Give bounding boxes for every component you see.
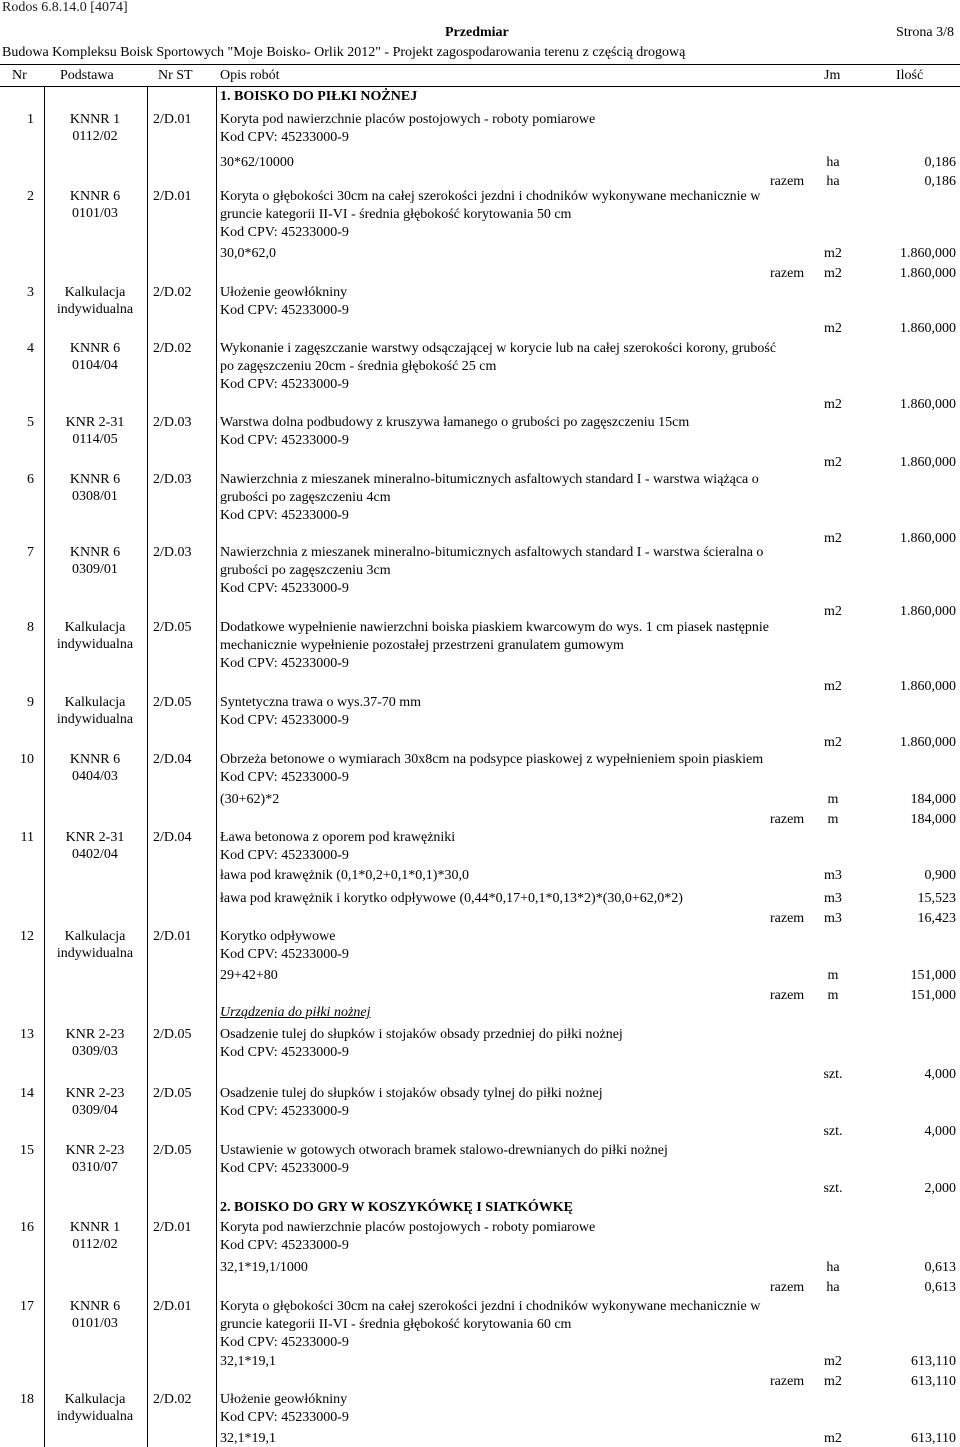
item-unit: m2 <box>824 455 842 470</box>
item-st-code: 2/D.05 <box>153 1027 192 1042</box>
calc-unit: ha <box>826 1260 840 1275</box>
item-cpv: Kod CPV: 45233000-9 <box>220 1161 349 1176</box>
item-quantity: 1.860,000 <box>900 321 956 336</box>
item-cpv: Kod CPV: 45233000-9 <box>220 1410 349 1425</box>
item-description: po zagęszczeniu 20cm - średnia głębokość 25 cm <box>220 359 497 374</box>
calc-quantity: 613,110 <box>911 1431 956 1446</box>
item-number: 4 <box>27 341 34 356</box>
item-basis: Kalkulacja <box>64 620 126 635</box>
item-number: 18 <box>20 1392 34 1407</box>
item-description: grubości po zagęszczeniu 4cm <box>220 490 391 505</box>
item-number: 7 <box>27 545 34 560</box>
item-description: Ława betonowa z oporem pod krawężniki <box>220 830 456 845</box>
item-unit: m2 <box>824 531 842 546</box>
item-description: gruncie kategorii II-VI - średnia głębokość korytowania 50 cm <box>220 207 572 222</box>
item-basis-code: indywidualna <box>56 302 134 317</box>
item-basis: KNR 2-23 <box>65 1143 125 1158</box>
calc-unit: m3 <box>824 868 842 883</box>
item-number: 3 <box>27 285 34 300</box>
item-st-code: 2/D.04 <box>153 830 192 845</box>
item-cpv: Kod CPV: 45233000-9 <box>220 713 349 728</box>
calc-unit: m <box>827 792 839 807</box>
item-basis-code: indywidualna <box>56 637 134 652</box>
item-number: 6 <box>27 472 34 487</box>
item-st-code: 2/D.03 <box>153 415 192 430</box>
item-st-code: 2/D.01 <box>153 112 192 127</box>
item-unit: m2 <box>824 321 842 336</box>
item-st-code: 2/D.01 <box>153 929 192 944</box>
calc-unit: m3 <box>824 891 842 906</box>
item-st-code: 2/D.05 <box>153 695 192 710</box>
item-basis-code: 0101/03 <box>72 206 118 221</box>
app-title: Rodos 6.8.14.0 [4074] <box>2 0 128 15</box>
calc-unit: m2 <box>824 246 842 261</box>
total-unit: ha <box>826 174 840 189</box>
total-label: razem <box>770 1374 805 1389</box>
item-quantity: 4,000 <box>924 1067 956 1082</box>
calc-quantity: 0,186 <box>924 155 956 170</box>
item-basis: Kalkulacja <box>64 695 126 710</box>
item-st-code: 2/D.05 <box>153 1086 192 1101</box>
calc-quantity: 151,000 <box>910 968 956 983</box>
item-cpv: Kod CPV: 45233000-9 <box>220 225 349 240</box>
header-description: Opis robót <box>220 68 280 83</box>
item-description: Koryta o głębokości 30cm na całej szerokości jezdni i chodników wykonywane mechanicznie w <box>220 1299 761 1314</box>
item-basis: KNR 2-31 <box>65 415 125 430</box>
item-st-code: 2/D.01 <box>153 189 192 204</box>
total-unit: m2 <box>824 266 842 281</box>
total-quantity: 151,000 <box>910 988 956 1003</box>
item-basis: KNR 2-31 <box>65 830 125 845</box>
total-label: razem <box>770 812 805 827</box>
item-quantity: 1.860,000 <box>900 679 956 694</box>
item-description: Ułożenie geowłókniny <box>220 1392 348 1407</box>
item-cpv: Kod CPV: 45233000-9 <box>220 581 349 596</box>
item-cpv: Kod CPV: 45233000-9 <box>220 1335 349 1350</box>
item-cpv: Kod CPV: 45233000-9 <box>220 1238 349 1253</box>
header-quantity: Ilość <box>896 68 924 83</box>
calc-unit: m2 <box>824 1354 842 1369</box>
item-quantity: 1.860,000 <box>900 455 956 470</box>
item-basis-code: 0309/01 <box>72 562 118 577</box>
item-basis-code: indywidualna <box>56 1409 134 1424</box>
section-heading: 1. BOISKO DO PIŁKI NOŻNEJ <box>220 89 418 104</box>
total-unit: m <box>827 988 839 1003</box>
total-unit: m3 <box>824 911 842 926</box>
item-cpv: Kod CPV: 45233000-9 <box>220 433 349 448</box>
item-number: 14 <box>20 1086 34 1101</box>
item-st-code: 2/D.02 <box>153 285 192 300</box>
item-cpv: Kod CPV: 45233000-9 <box>220 656 349 671</box>
total-quantity: 613,110 <box>911 1374 956 1389</box>
item-cpv: Kod CPV: 45233000-9 <box>220 770 349 785</box>
calc-quantity: 15,523 <box>917 891 956 906</box>
item-description: Osadzenie tulej do słupków i stojaków obsady przedniej do piłki nożnej <box>220 1027 623 1042</box>
item-cpv: Kod CPV: 45233000-9 <box>220 1045 349 1060</box>
item-basis: KNR 2-23 <box>65 1027 125 1042</box>
item-basis-code: 0112/02 <box>72 1237 118 1252</box>
total-quantity: 1.860,000 <box>900 266 956 281</box>
item-basis-code: 0104/04 <box>72 358 118 373</box>
item-description: Nawierzchnia z mieszanek mineralno-bitumicznych asfaltowych standard I - warstwa wiążąca o <box>220 472 759 487</box>
calc-formula: 29+42+80 <box>220 968 278 983</box>
item-cpv: Kod CPV: 45233000-9 <box>220 377 349 392</box>
item-unit: szt. <box>823 1181 843 1196</box>
column-rule <box>147 87 148 1447</box>
header-unit: Jm <box>824 68 841 83</box>
item-st-code: 2/D.01 <box>153 1220 192 1235</box>
item-description: Syntetyczna trawa o wys.37-70 mm <box>220 695 422 710</box>
item-description: Warstwa dolna podbudowy z kruszywa łamanego o grubości po zagęszczeniu 15cm <box>220 415 690 430</box>
header-bottom-rule <box>0 86 960 87</box>
item-number: 10 <box>20 752 34 767</box>
item-basis-code: 0309/03 <box>72 1044 118 1059</box>
item-number: 17 <box>20 1299 34 1314</box>
item-basis: KNNR 6 <box>69 752 121 767</box>
calc-quantity: 0,900 <box>924 868 956 883</box>
calc-formula: 32,1*19,1 <box>220 1354 276 1369</box>
item-st-code: 2/D.05 <box>153 620 192 635</box>
item-description: Koryta pod nawierzchnie placów postojowych - roboty pomiarowe <box>220 1220 596 1235</box>
calc-formula: (30+62)*2 <box>220 792 280 807</box>
total-quantity: 0,186 <box>924 174 956 189</box>
item-unit: szt. <box>823 1124 843 1139</box>
item-description: Wykonanie i zagęszczanie warstwy odsączającej w korycie lub na całej szerokości korony, grubość <box>220 341 777 356</box>
item-st-code: 2/D.02 <box>153 341 192 356</box>
calc-formula: 32,1*19,1/1000 <box>220 1260 308 1275</box>
item-unit: szt. <box>823 1067 843 1082</box>
item-description: gruncie kategorii II-VI - średnia głębokość korytowania 60 cm <box>220 1317 572 1332</box>
item-description: mechanicznie wypełnienie pozostałej przestrzeni granulatem gumowym <box>220 638 624 653</box>
item-number: 5 <box>27 415 34 430</box>
item-basis-code: 0402/04 <box>72 847 118 862</box>
item-basis-code: 0308/01 <box>72 489 118 504</box>
item-quantity: 1.860,000 <box>900 604 956 619</box>
total-label: razem <box>770 174 805 189</box>
item-st-code: 2/D.04 <box>153 752 192 767</box>
item-unit: m2 <box>824 679 842 694</box>
item-quantity: 2,000 <box>924 1181 956 1196</box>
header-top-rule <box>0 64 960 65</box>
item-description: Ustawienie w gotowych otworach bramek stalowo-drewnianych do piłki nożnej <box>220 1143 668 1158</box>
total-label: razem <box>770 266 805 281</box>
item-basis-code: 0309/04 <box>72 1103 118 1118</box>
item-basis: KNR 2-23 <box>65 1086 125 1101</box>
item-basis-code: 0404/03 <box>72 769 118 784</box>
item-description: Koryta o głębokości 30cm na całej szerokości jezdni i chodników wykonywane mechanicznie w <box>220 189 761 204</box>
item-basis: KNNR 1 <box>69 1220 121 1235</box>
item-basis: KNNR 6 <box>69 1299 121 1314</box>
total-label: razem <box>770 911 805 926</box>
total-unit: m2 <box>824 1374 842 1389</box>
item-st-code: 2/D.03 <box>153 472 192 487</box>
calc-unit: m2 <box>824 1431 842 1446</box>
item-number: 9 <box>27 695 34 710</box>
item-basis-code: 0310/07 <box>72 1160 118 1175</box>
calc-quantity: 613,110 <box>911 1354 956 1369</box>
total-label: razem <box>770 988 805 1003</box>
item-quantity: 1.860,000 <box>900 397 956 412</box>
header-nrst: Nr ST <box>158 68 193 83</box>
item-basis: KNNR 1 <box>69 112 121 127</box>
calc-formula: ława pod krawężnik (0,1*0,2+0,1*0,1)*30,0 <box>220 868 469 883</box>
item-number: 2 <box>27 189 34 204</box>
calc-quantity: 0,613 <box>924 1260 956 1275</box>
item-unit: m2 <box>824 604 842 619</box>
calc-formula: ława pod krawężnik i korytko odpływowe (0,44*0,17+0,1*0,13*2)*(30,0+62,0*2) <box>220 891 683 906</box>
total-quantity: 184,000 <box>910 812 956 827</box>
item-st-code: 2/D.05 <box>153 1143 192 1158</box>
item-description: Korytko odpływowe <box>220 929 336 944</box>
item-basis: KNNR 6 <box>69 545 121 560</box>
item-number: 11 <box>20 830 34 845</box>
item-description: Nawierzchnia z mieszanek mineralno-bitumicznych asfaltowych standard I - warstwa ścieralna o <box>220 545 764 560</box>
total-quantity: 0,613 <box>924 1280 956 1295</box>
calc-unit: ha <box>826 155 840 170</box>
page-number: Strona 3/8 <box>896 25 954 40</box>
item-cpv: Kod CPV: 45233000-9 <box>220 303 349 318</box>
item-number: 1 <box>27 112 34 127</box>
item-basis: Kalkulacja <box>64 1392 126 1407</box>
calc-quantity: 1.860,000 <box>900 246 956 261</box>
item-number: 15 <box>20 1143 34 1158</box>
item-basis-code: 0112/02 <box>72 129 118 144</box>
item-cpv: Kod CPV: 45233000-9 <box>220 848 349 863</box>
item-unit: m2 <box>824 735 842 750</box>
item-description: Osadzenie tulej do słupków i stojaków obsady tylnej do piłki nożnej <box>220 1086 603 1101</box>
item-basis: KNNR 6 <box>69 472 121 487</box>
item-description: Ułożenie geowłókniny <box>220 285 348 300</box>
column-rule <box>216 87 217 1447</box>
item-number: 16 <box>20 1220 34 1235</box>
item-description: grubości po zagęszczeniu 3cm <box>220 563 391 578</box>
item-description: Dodatkowe wypełnienie nawierzchni boiska piaskiem kwarcowym do wys. 1 cm piasek następnie <box>220 620 769 635</box>
project-title: Budowa Kompleksu Boisk Sportowych "Moje Boisko- Orlik 2012" - Projekt zagospodarowania terenu z częścią drogową <box>2 45 686 60</box>
total-unit: m <box>827 812 839 827</box>
category-heading: Urządzenia do piłki nożnej <box>220 1005 371 1020</box>
item-cpv: Kod CPV: 45233000-9 <box>220 1104 349 1119</box>
item-basis: KNNR 6 <box>69 189 121 204</box>
item-number: 13 <box>20 1027 34 1042</box>
item-basis: Kalkulacja <box>64 929 126 944</box>
item-basis-code: indywidualna <box>56 712 134 727</box>
header-basis: Podstawa <box>60 68 114 83</box>
item-unit: m2 <box>824 397 842 412</box>
section-heading: 2. BOISKO DO GRY W KOSZYKÓWKĘ I SIATKÓWKĘ <box>220 1200 573 1215</box>
item-st-code: 2/D.01 <box>153 1299 192 1314</box>
calc-quantity: 184,000 <box>910 792 956 807</box>
header-nr: Nr <box>12 68 27 83</box>
item-quantity: 1.860,000 <box>900 531 956 546</box>
document-title: Przedmiar <box>445 25 509 40</box>
calc-formula: 30,0*62,0 <box>220 246 276 261</box>
calc-unit: m <box>827 968 839 983</box>
item-cpv: Kod CPV: 45233000-9 <box>220 947 349 962</box>
item-cpv: Kod CPV: 45233000-9 <box>220 130 349 145</box>
item-st-code: 2/D.03 <box>153 545 192 560</box>
item-cpv: Kod CPV: 45233000-9 <box>220 508 349 523</box>
item-basis: Kalkulacja <box>64 285 126 300</box>
item-description: Obrzeża betonowe o wymiarach 30x8cm na podsypce piaskowej z wypełnieniem spoin piaskiem <box>220 752 764 767</box>
total-label: razem <box>770 1280 805 1295</box>
item-basis-code: 0101/03 <box>72 1316 118 1331</box>
item-number: 12 <box>20 929 34 944</box>
item-description: Koryta pod nawierzchnie placów postojowych - roboty pomiarowe <box>220 112 596 127</box>
item-st-code: 2/D.02 <box>153 1392 192 1407</box>
item-basis-code: 0114/05 <box>72 432 118 447</box>
item-number: 8 <box>27 620 34 635</box>
item-basis-code: indywidualna <box>56 946 134 961</box>
total-quantity: 16,423 <box>917 911 956 926</box>
item-quantity: 4,000 <box>924 1124 956 1139</box>
item-basis: KNNR 6 <box>69 341 121 356</box>
calc-formula: 30*62/10000 <box>220 155 294 170</box>
item-quantity: 1.860,000 <box>900 735 956 750</box>
total-unit: ha <box>826 1280 840 1295</box>
calc-formula: 32,1*19,1 <box>220 1431 276 1446</box>
